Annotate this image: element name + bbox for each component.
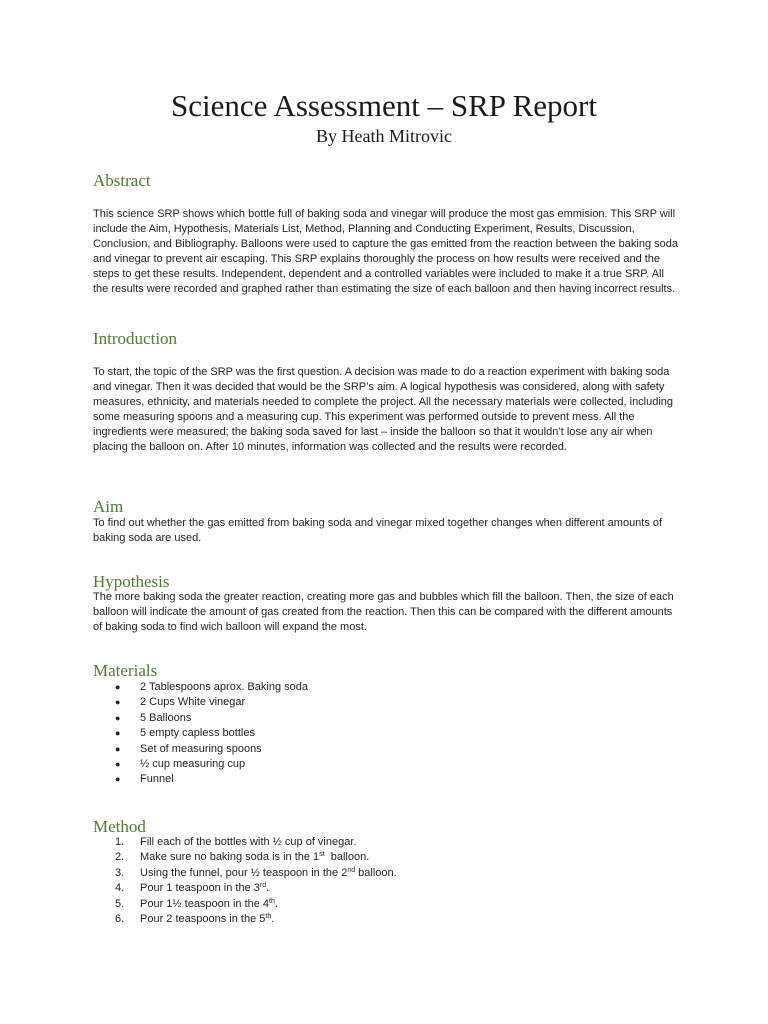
aim-text: To find out whether the gas emitted from baking soda and vinegar mixed together changes when different amounts of baking soda are used. xyxy=(93,517,663,544)
method-step-ordinal: th xyxy=(265,913,272,921)
materials-item xyxy=(93,757,681,772)
method-step-ordinal: nd xyxy=(347,866,356,874)
materials-item-text: 5 empty capless bottles xyxy=(140,727,255,740)
materials-item-text: Set of measuring spoons xyxy=(140,742,262,755)
materials-item-text: ½ cup measuring cup xyxy=(140,758,246,771)
materials-item xyxy=(93,711,681,726)
materials-item xyxy=(93,772,681,787)
bullet-icon: ● xyxy=(115,682,121,692)
materials-item xyxy=(93,680,681,695)
materials-item xyxy=(93,742,681,757)
method-step-ordinal: st xyxy=(319,851,325,859)
document-title: Science Assessment – SRP Report xyxy=(171,88,597,123)
method-step-text: Fill each of the bottles with ½ cup of vinegar. xyxy=(140,836,357,848)
materials-heading: Materials xyxy=(93,661,158,680)
method-step-text-end: balloon. xyxy=(324,851,370,864)
method-list xyxy=(93,835,681,927)
introduction-text: To start, the topic of the SRP was the first question. A decision was made to do a reaction experiment with baking soda and vinegar. Then it was decided that would be the SRP’s aim. A logical hypothesis was considered, along with safety measures, ethnicity, and materials needed to complete the project. All the necessary materials were collected, including some measuring spoons and a measuring cup. This experiment was performed outside to prevent mess. All the ingredients were measured; the baking soda saved for last – inside the balloon so that it wouldn’t lose any air when placing the balloon on. After 10 minutes, information was collected and the results were recorded. xyxy=(93,366,674,453)
materials-item-text: 5 Balloons xyxy=(140,711,192,724)
method-step-text-end: . xyxy=(274,897,278,910)
method-step-text-end: balloon. xyxy=(355,866,397,879)
method-step-ordinal: rd xyxy=(259,882,267,890)
abstract-heading: Abstract xyxy=(93,171,151,190)
materials-list xyxy=(93,680,681,788)
method-step-number: 2. xyxy=(115,851,125,864)
introduction-heading: Introduction xyxy=(93,329,178,348)
method-step-text-end: . xyxy=(266,882,270,895)
materials-item-text: Funnel xyxy=(140,773,174,786)
method-step xyxy=(93,897,681,912)
method-step-text: Using the funnel, pour ½ teaspoon in the 2 xyxy=(140,866,348,879)
bullet-icon: ● xyxy=(115,774,121,785)
bullet-icon: ● xyxy=(115,728,121,739)
method-step-number: 1. xyxy=(115,836,125,848)
hypothesis-heading: Hypothesis xyxy=(93,572,170,591)
method-step-number: 5. xyxy=(115,897,125,910)
method-step-text: Pour 2 teaspoons in the 5 xyxy=(140,913,266,926)
method-heading: Method xyxy=(93,817,146,836)
method-step-number: 4. xyxy=(115,882,125,895)
document-byline: By Heath Mitrovic xyxy=(316,126,452,146)
method-step-ordinal: th xyxy=(269,897,275,905)
method-step-text: Pour 1 teaspoon in the 3 xyxy=(140,882,260,895)
aim-heading: Aim xyxy=(93,497,124,516)
bullet-icon: ● xyxy=(115,712,121,723)
hypothesis-text: The more baking soda the greater reaction, creating more gas and bubbles which fill the balloon. Then, the size of each balloon will indicate the amount of gas created from the reaction. Then this can be compared with the different amounts of baking soda to find wich balloon will expand the most. xyxy=(93,591,674,633)
bullet-icon: ● xyxy=(115,697,121,708)
bullet-icon: ● xyxy=(115,743,121,754)
method-step-text: Pour 1½ teaspoon in the 4 xyxy=(140,897,270,910)
materials-item xyxy=(93,695,681,710)
method-step xyxy=(93,835,681,850)
method-step-text: Make sure no baking soda is in the 1 xyxy=(140,851,320,864)
abstract-text: This science SRP shows which bottle full of baking soda and vinegar will produce the most gas emmision. This SRP will include the Aim, Hypothesis, Materials List, Method, Planning and Conducting Experiment, Results, Discussion, Conclusion, and Bibliography. Balloons were used to capture the gas emitted from the reaction between the baking soda and vinegar to prevent air escaping. This SRP explains thoroughly the process on how results were received and the steps to get these results. Independent, dependent and a controlled variables were included to make it a true SRP. All the results were recorded and graphed rather than estimating the size of each balloon and then having incorrect results. xyxy=(93,208,678,295)
materials-item-text: 2 Cups White vinegar xyxy=(140,696,246,709)
materials-item-text: 2 Tablespoons aprox. Baking soda xyxy=(140,681,308,693)
method-step xyxy=(93,850,681,865)
method-step-number: 6. xyxy=(115,913,125,926)
materials-item xyxy=(93,726,681,741)
method-step xyxy=(93,866,681,881)
method-step-text-end: . xyxy=(271,913,275,926)
bullet-icon: ● xyxy=(115,759,121,770)
method-step xyxy=(93,881,681,896)
method-step xyxy=(93,912,681,927)
method-step-number: 3. xyxy=(115,866,125,879)
